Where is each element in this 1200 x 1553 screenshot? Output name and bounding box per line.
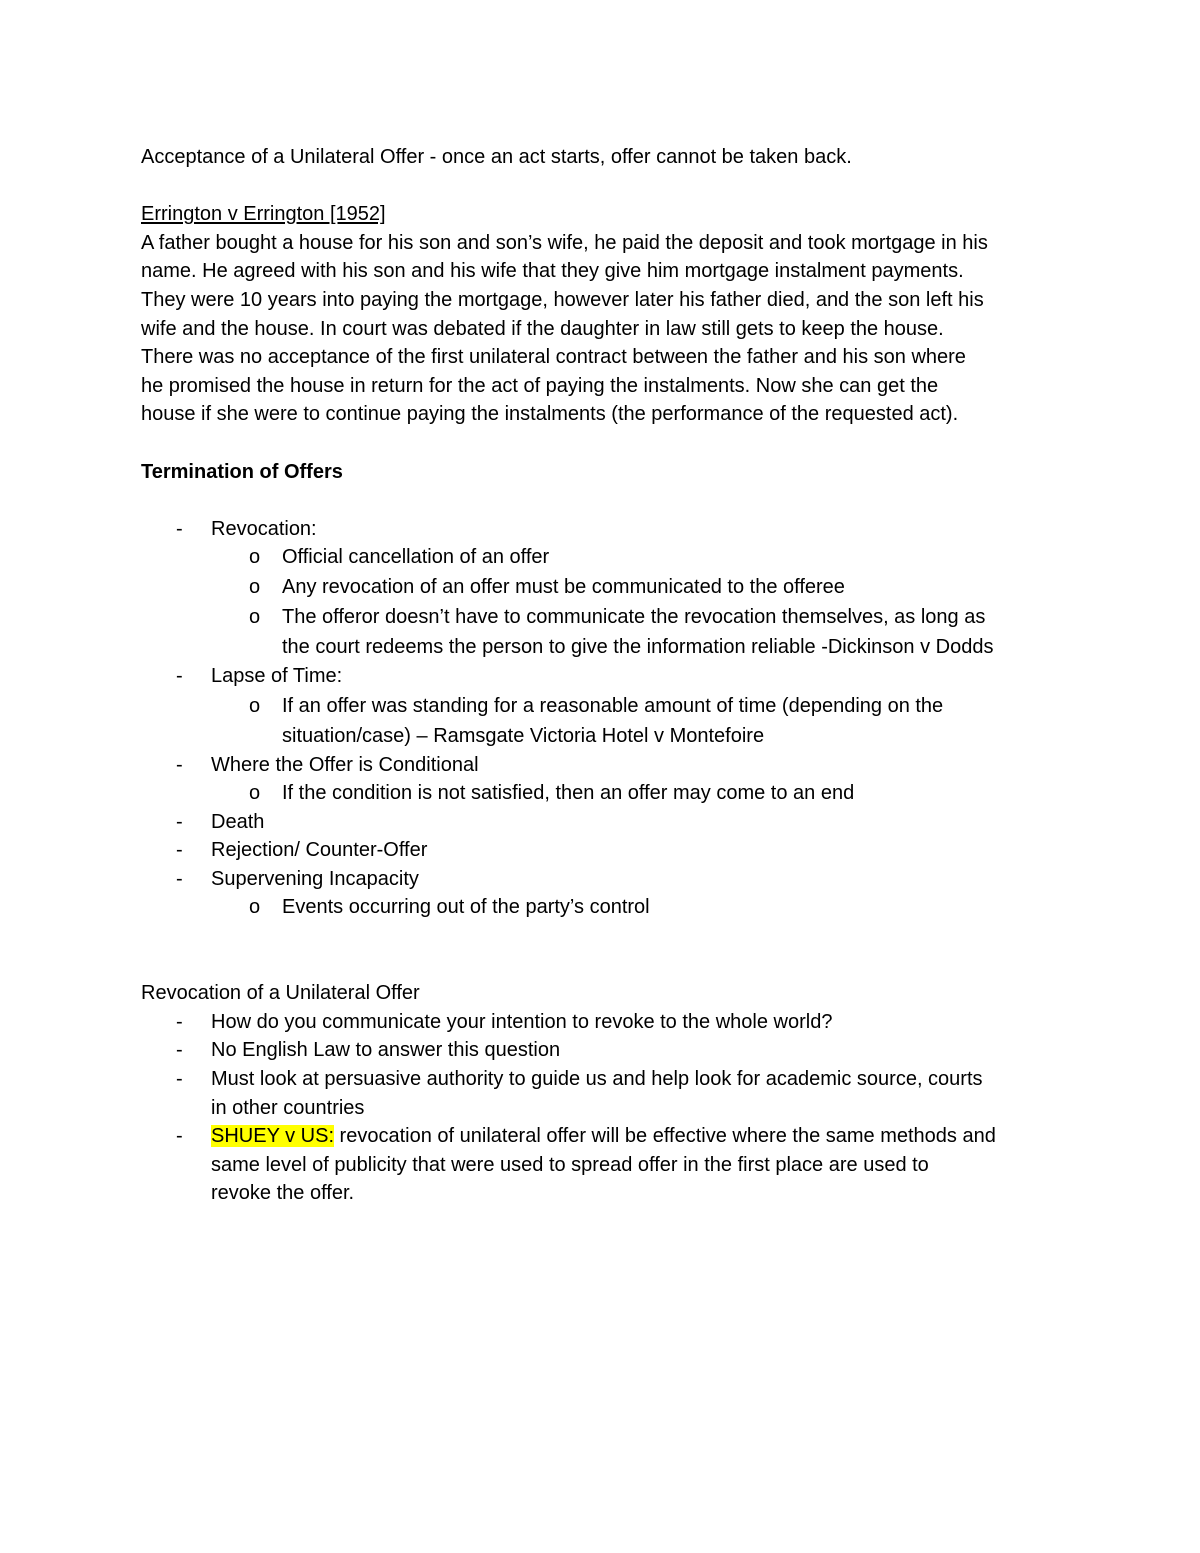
list-item-revocation [141,515,1061,544]
list-item-label: Rejection/ Counter-Offer [211,839,428,862]
list-item-label: Must look at persuasive authority to guide us and help look for academic source, courts [211,1068,983,1091]
sub-list-item [141,691,1061,721]
spacer [141,172,1061,201]
list-item-label: No English Law to answer this question [211,1039,561,1062]
circle-bullet: o [249,605,261,628]
sub-list-item-continuation: situation/case) – Ramsgate Victoria Hotel v Montefoire [282,724,765,747]
circle-bullet: o [249,575,261,598]
case-paragraph-line: name. He agreed with his son and his wife that they give him mortgage instalment payments. [141,260,964,283]
list-item-continuation: same level of publicity that were used to spread offer in the first place are used to [211,1153,929,1176]
list-item-shuey [141,1122,1061,1151]
sub-list-item [141,572,1061,602]
list-item-death [141,808,1061,837]
sub-list-item [141,543,1061,572]
dash-bullet: - [176,1125,183,1148]
case-paragraph-line: There was no acceptance of the first unilateral contract between the father and his son where [141,346,966,369]
sub-list-item-label: Events occurring out of the party’s control [282,896,650,919]
list-item-label: How do you communicate your intention to revoke to the whole world? [211,1010,833,1033]
sub-list-item-label: If an offer was standing for a reasonable amount of time (depending on the [282,694,944,717]
list-item-continuation: revoke the offer. [211,1182,355,1205]
termination-heading: Termination of Offers [141,460,343,483]
dash-bullet: - [176,517,183,540]
list-item [141,1065,1061,1094]
sub-list-item-label: The offeror doesn’t have to communicate the revocation themselves, as long as [282,605,986,628]
section-title-revocation-unilateral: Revocation of a Unilateral Offer [141,982,420,1005]
list-item-label: Death [211,810,265,833]
list-item-lapse-of-time [141,662,1061,691]
list-item [141,1008,1061,1037]
sub-list-item-label: Any revocation of an offer must be communicated to the offeree [282,575,845,598]
sub-list-item-label: Official cancellation of an offer [282,546,550,569]
dash-bullet: - [176,753,183,776]
sub-list-item-label: If the condition is not satisfied, then an offer may come to an end [282,782,855,805]
section-title-acceptance: Acceptance of a Unilateral Offer - once an act starts, offer cannot be taken back. [141,146,852,168]
dash-bullet: - [176,1068,183,1091]
spacer [141,922,1061,951]
list-item-label: Revocation: [211,517,317,540]
dash-bullet: - [176,867,183,890]
list-item-label: revocation of unilateral offer will be effective where the same methods and [334,1125,996,1148]
sub-list-item [141,779,1061,808]
list-item [141,1036,1061,1065]
list-item-conditional [141,751,1061,780]
list-item-label: Supervening Incapacity [211,867,419,890]
list-item-label: Lapse of Time: [211,664,343,687]
circle-bullet: o [249,546,261,569]
list-item-label: Where the Offer is Conditional [211,753,479,776]
dash-bullet: - [176,1010,183,1033]
circle-bullet: o [249,782,261,805]
dash-bullet: - [176,810,183,833]
case-paragraph-line: he promised the house in return for the act of paying the instalments. Now she can get the [141,374,939,397]
spacer [141,429,1061,458]
spacer [141,951,1061,980]
dash-bullet: - [176,1039,183,1062]
document-body [141,143,1061,1208]
list-item-continuation: in other countries [211,1096,365,1119]
dash-bullet: - [176,839,183,862]
sub-list-item [141,893,1061,922]
case-paragraph-line: wife and the house. In court was debated if the daughter in law still gets to keep the house. [141,317,944,340]
case-paragraph-line: house if she were to continue paying the instalments (the performance of the requested act). [141,403,959,426]
circle-bullet: o [249,694,261,717]
spacer [141,486,1061,515]
case-paragraph-line: A father bought a house for his son and son’s wife, he paid the deposit and took mortgage in his [141,231,988,254]
dash-bullet: - [176,664,183,687]
list-item-rejection [141,836,1061,865]
sub-list-item-continuation: the court redeems the person to give the information reliable -Dickinson v Dodds [282,635,994,658]
sub-list-item [141,602,1061,632]
list-item-incapacity [141,865,1061,894]
highlighted-case-name: SHUEY v US: [211,1125,334,1148]
case-paragraph-line: They were 10 years into paying the mortgage, however later his father died, and the son left his [141,288,984,311]
case-heading: Errington v Errington [1952] [141,203,386,226]
circle-bullet: o [249,896,261,919]
